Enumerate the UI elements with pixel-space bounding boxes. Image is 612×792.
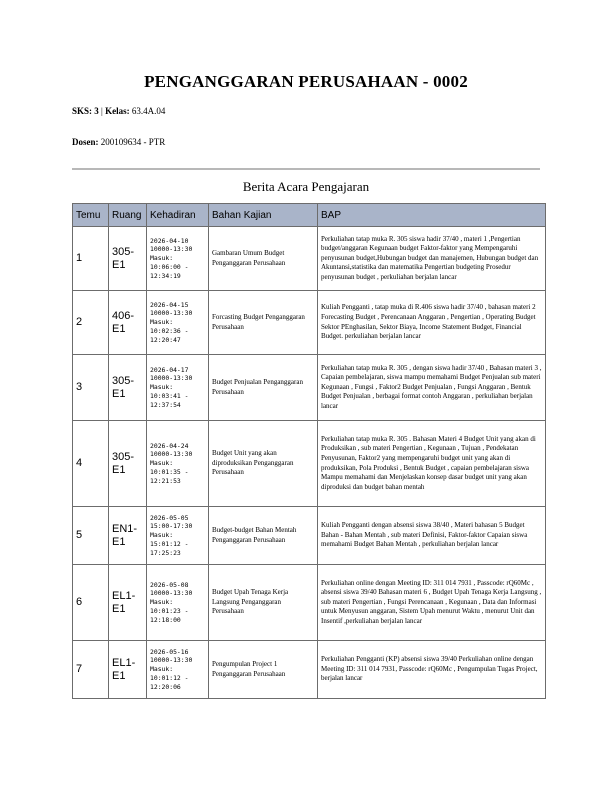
section-title: Berita Acara Pengajaran <box>242 179 370 194</box>
time: 10000-13:30 <box>150 656 193 665</box>
masuk-label: Masuk: <box>150 383 174 392</box>
masuk-time: 15:01:12 - 17:25:23 <box>150 539 189 557</box>
column-header: Bahan Kajian <box>209 204 318 227</box>
bap-cell: Kuliah Pengganti , tatap muka di R.406 siswa hadir 37/40 , bahasan materi 2 Forecasting Budget , Perencanaan Anggaran , Pengertian , Operating Budget Sektor PEnghasilan, Sektor Biaya, Income Statement Budget, Financial Budget. perkuliahan berjalan lancar <box>318 291 546 355</box>
temu-cell: 3 <box>73 355 109 421</box>
masuk-label: Masuk: <box>150 598 174 607</box>
sks-value: 3 <box>94 106 99 116</box>
table-header-row <box>73 204 546 227</box>
kehadiran-cell <box>147 507 209 565</box>
temu-cell: 2 <box>73 291 109 355</box>
lecturer-info <box>72 137 165 147</box>
sks-label: SKS: <box>72 106 93 116</box>
ruang-cell: EN1-E1 <box>109 507 147 565</box>
table-row <box>73 421 546 507</box>
temu-cell: 1 <box>73 227 109 291</box>
temu-cell: 6 <box>73 565 109 641</box>
kehadiran-cell <box>147 355 209 421</box>
bahan-cell: Pengumpulan Project 1 Penganggaran Perusahaan <box>209 641 318 699</box>
divider <box>72 168 540 170</box>
separator: | <box>98 106 106 116</box>
ruang-cell: EL1-E1 <box>109 641 147 699</box>
bap-cell: Perkuliahan online dengan Meeting ID: 311 014 7931 , Passcode: rQ60Mc , absensi siswa 39/40 Bahasan materi 6 , Budget Upah Tenaga Kerja Langsung , sub materi Pengertian , Fungsi Perencanaan , Kegunaan , Data dan Informasi untuk Menyusun anggaran, Sistem Upah menurut Waktu , menurut Unit dan Insentif ,perkuliahan berjalan lancar <box>318 565 546 641</box>
date: 2026-04-10 <box>150 236 189 245</box>
time: 10000-13:30 <box>150 245 193 254</box>
masuk-label: Masuk: <box>150 665 174 674</box>
bap-cell: Perkuliahan Pengganti (KP) absensi siswa 39/40 Perkuliahan online dengan Meeting ID: 311 014 7931, Passcode: rQ60Mc , Pengumpulan Tugas Project, berjalan lancar <box>318 641 546 699</box>
dosen-value: 200109634 - PTR <box>100 137 166 147</box>
masuk-label: Masuk: <box>150 459 174 468</box>
time: 10000-13:30 <box>150 309 193 318</box>
bap-cell: Perkuliahan tatap muka R. 305 . Bahasan Materi 4 Budget Unit yang akan di Produksikan , sub materi Pengertian , Kegunaan , Tujuan , Pendekatan Penyusunan, Faktor2 yang mempengaruhi budget unit yang akan di produksikan, Pola Produksi , Bentuk Budget , capaian pembelajaran siswa Mampu memahami dan Menjelaskan konsep dasar budget unit yang akan diproduksi dan budget bahan mentah <box>318 421 546 507</box>
temu-cell: 5 <box>73 507 109 565</box>
kelas-label: Kelas: <box>105 106 130 116</box>
kehadiran-cell <box>147 421 209 507</box>
time: 10000-13:30 <box>150 450 193 459</box>
temu-cell: 7 <box>73 641 109 699</box>
date: 2026-04-15 <box>150 300 189 309</box>
masuk-time: 10:02:36 - 12:20:47 <box>150 326 189 344</box>
masuk-label: Masuk: <box>150 318 174 327</box>
bap-cell: Perkuliahan tatap muka R. 305 siswa hadir 37/40 , materi 1 ,Pengertian budget/anggaran Kegunaan budget Faktor-faktor yang Mempengaruhi penyusunan budget,Hubungan budget dan manajemen, Hubungan budget dan Akuntansi,statistika dan matematika Pengertian budgeting Prosedur penyusunan budget , perkuliahan berjalan lancar <box>318 227 546 291</box>
temu-cell: 4 <box>73 421 109 507</box>
page-title: PENGANGGARAN PERUSAHAAN - 0002 <box>144 72 468 91</box>
masuk-time: 10:01:23 - 12:18:00 <box>150 606 189 624</box>
kehadiran-cell <box>147 291 209 355</box>
masuk-label: Masuk: <box>150 531 174 540</box>
column-header: BAP <box>318 204 546 227</box>
time: 10000-13:30 <box>150 589 193 598</box>
bap-cell: Kuliah Pengganti dengan absensi siswa 38/40 , Materi bahasan 5 Budget Bahan - Bahan Mentah , sub materi Definisi, Faktor-faktor Capaian siswa memahami Budget Bahan Mentah , perkuliahan berjalan lancar <box>318 507 546 565</box>
bahan-cell: Budget-budget Bahan Mentah Penganggaran Perusahaan <box>209 507 318 565</box>
masuk-time: 10:06:00 - 12:34:19 <box>150 262 189 280</box>
kehadiran-cell <box>147 641 209 699</box>
ruang-cell: EL1-E1 <box>109 565 147 641</box>
bahan-cell: Budget Penjualan Penganggaran Perusahaan <box>209 355 318 421</box>
dosen-label: Dosen: <box>72 137 99 147</box>
table-row <box>73 355 546 421</box>
masuk-label: Masuk: <box>150 254 174 263</box>
bap-cell: Perkuliahan tatap muka R. 305 , dengan siswa hadir 37/40 , Bahasan materi 3 , Capaian pembelajaran, siswa mampu memahami Budget Penjualan sub materi Kegunaan , Fungsi , Faktor2 Budget Penjualan , Fungsi Anggaran , Bentuk Budget Penjualan , berbagai format contoh Anggaran , perkuliahan berjalan lancar <box>318 355 546 421</box>
masuk-time: 10:03:41 - 12:37:54 <box>150 391 189 409</box>
kehadiran-cell <box>147 565 209 641</box>
time: 15:00-17:30 <box>150 522 193 531</box>
table-row <box>73 641 546 699</box>
date: 2026-04-24 <box>150 441 189 450</box>
ruang-cell: 305-E1 <box>109 421 147 507</box>
bahan-cell: Forcasting Budget Penganggaran Perusahaan <box>209 291 318 355</box>
table-row <box>73 227 546 291</box>
table-row <box>73 291 546 355</box>
date: 2026-04-17 <box>150 365 189 374</box>
masuk-time: 10:01:35 - 12:21:53 <box>150 467 189 485</box>
bahan-cell: Gambaran Umum Budget Penganggaran Perusahaan <box>209 227 318 291</box>
ruang-cell: 305-E1 <box>109 355 147 421</box>
masuk-time: 10:01:12 - 12:20:06 <box>150 673 189 691</box>
ruang-cell: 305-E1 <box>109 227 147 291</box>
date: 2026-05-05 <box>150 513 189 522</box>
ruang-cell: 406-E1 <box>109 291 147 355</box>
bahan-cell: Budget Upah Tenaga Kerja Langsung Penganggaran Perusahaan <box>209 565 318 641</box>
course-info <box>72 106 165 116</box>
bahan-cell: Budget Unit yang akan diproduksikan Penganggaran Perusahaan <box>209 421 318 507</box>
kehadiran-cell <box>147 227 209 291</box>
column-header: Kehadiran <box>147 204 209 227</box>
table-row <box>73 565 546 641</box>
column-header: Temu <box>73 204 109 227</box>
date: 2026-05-16 <box>150 647 189 656</box>
table-row <box>73 507 546 565</box>
kelas-value: 63.4A.04 <box>131 106 166 116</box>
column-header: Ruang <box>109 204 147 227</box>
bap-table <box>72 203 546 699</box>
time: 10000-13:30 <box>150 374 193 383</box>
date: 2026-05-08 <box>150 580 189 589</box>
